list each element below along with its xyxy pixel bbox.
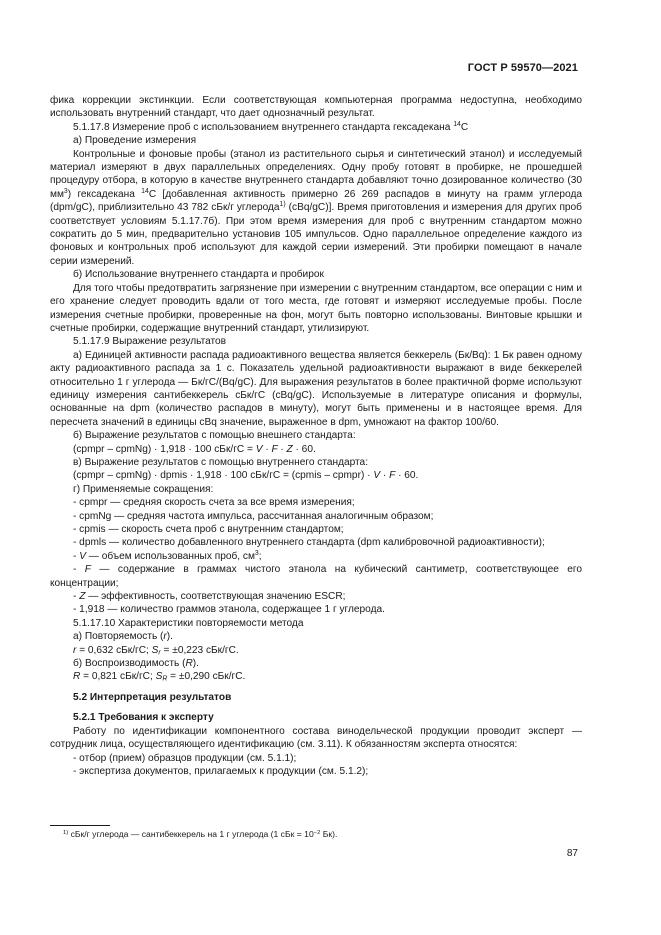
item-g-abbreviations: г) Применяемые сокращения: <box>73 483 214 495</box>
abbr-1918: - 1,918 — количество граммов этанола, содержащее 1 г углерода. <box>73 604 385 616</box>
paragraph-units: а) Единицей активности распада радиоактивного вещества является беккерель (Бк/Bq): 1 Бк равен одному акту радиоактивного распада за 1 с. Показатель удельной радиоактивности выражают в виде беккерелей относительно 1 г углерода — Бк/гС/(Bq/gC). Для выражения результатов в более практичной форме используют единицу измерения сантибеккерель сБк/гС (cBq/gC). Используемые в литературе описания и формулы, основанные на dpm (количество распадов в минуту), могут быть применены и в настоящее время. Для пересчета значений в единицы cBq значение, выраженное в dpm, умножают на фактор 100/60. <box>50 349 582 428</box>
abbr-cpmpr: - cpmpr — средняя скорость счета за все время измерения; <box>73 497 355 509</box>
section-5-2-1-heading: 5.2.1 Требования к эксперту <box>73 712 214 724</box>
formula-external: (cpmpr – cpmNg) · 1,918 · 100 сБк/гС = V · F · Z · 60. <box>73 443 316 455</box>
paragraph-expert: Работу по идентификации компонентного состава винодельческой продукции проводит эксперт — сотрудник лица, осуществляющего идентификацию (см. 3.11). К обязанностям эксперта относятся: <box>50 725 582 751</box>
abbr-dpmls: - dpmls — количество добавленного внутреннего стандарта (dpm калибровочной радиоактивности); <box>73 537 545 549</box>
section-5-1-17-8-heading: 5.1.17.8 Измерение проб с использованием внутреннего стандарта гексадекана $^{14}$С <box>73 121 469 133</box>
item-b-use: б) Использование внутреннего стандарта и пробирок <box>73 269 324 281</box>
page-number: 87 <box>566 848 578 859</box>
abbr-v: - V — объем использованных проб, $см^3$; <box>73 550 262 562</box>
footnote: $^{1)}$ сБк/г углерода — сантибеккерель на 1 г углерода (1 сБк = $10^{-2}$ Бк). <box>63 829 338 839</box>
paragraph-contamination: Для того чтобы предотвратить загрязнение при измерении с внутренним стандартом, все операции с ним и его хранение следует проводить вдали от того места, где готовят и измеряют исследуемые пробы. После измерения счетные пробирки, проверенные на фон, могут быть повторно использованы. Винтовые крышки и счетные пробирки, содержащие внутренний стандарт, утилизируют. <box>50 282 582 334</box>
section-5-1-17-9-heading: 5.1.17.9 Выражение результатов <box>73 336 227 348</box>
standard-code: ГОСТ Р 59570—2021 <box>467 62 578 74</box>
footnote-reference: 1) <box>279 201 286 209</box>
abbr-cpmis: - cpmis — скорость счета проб с внутренним стандартом; <box>73 524 344 535</box>
paragraph-measurement: Контрольные и фоновые пробы (этанол из растительного сырья и синтетический этанол) и исследуемый материал измеряют в двух параллельных определениях. Одну пробу готовят в пробирке, не прошедшей процедуру отбора, в которую в качестве внутреннего стандарта добавляют точно дозированное количество (30 $мм^3$) гексадекана $^{14}$С [добавленная активность примерно 26 269 распадов в минуту на грамм углерода (dpm/gC), приблизительно 43 782 сБк/г углерода$^{1)}$ (cBq/gC)]. Время приготовления и измерения для других проб соответствует условиям 5.1.17.7б). При этом время измерения для проб с внутренним стандартом можно сократить до 5 мин, предварительно установив 105 импульсов. Одно параллельное определение каждого из фоновых и контрольных проб используют для каждой серии измерений. Эти пробирки помещают в начале серии измерений. <box>50 148 582 267</box>
body-text <box>50 94 582 778</box>
formula-internal: (cpmpr – cpmNg) · dpmis · 1,918 · 100 сБк/гС = (cpmis – cpmpr) · V · F · 60. <box>73 470 419 482</box>
item-a-measurement: а) Проведение измерения <box>73 135 197 147</box>
item-b-external: б) Выражение результатов с помощью внешнего стандарта: <box>73 430 356 442</box>
item-v-internal: в) Выражение результатов с помощью внутреннего стандарта: <box>73 456 369 468</box>
section-5-2-heading: 5.2 Интерпретация результатов <box>73 691 232 703</box>
abbr-cpmng: - cpmNg — средняя частота импульса, рассчитанная аналогичным образом; <box>73 510 434 522</box>
list-item-sampling: - отбор (прием) образцов продукции (см. 5.1.1); <box>73 752 297 764</box>
list-item-documents: - экспертиза документов, прилагаемых к продукции (см. 5.1.2); <box>73 765 369 777</box>
repeatability-title: а) Повторяемость (r). <box>73 631 173 643</box>
paragraph-continuation: фика коррекции экстинкции. Если соответствующая компьютерная программа недоступна, необходимо использовать внутренний стандарт, что дает однозначный результат. <box>50 95 582 120</box>
abbr-f: - F — содержание в граммах чистого этанола на кубический сантиметр, соответствующее его концентрации; <box>50 564 583 589</box>
repeatability-value: r = 0,632 сБк/гС; $S_r = \pm 0,223$ сБк/гС. <box>73 644 239 657</box>
reproducibility-value: R = 0,821 сБк/гС; $S_R = \pm 0,290$ сБк/гС. <box>73 671 246 683</box>
abbr-z: - Z — эффективность, соответствующая значению ESCR; <box>73 591 346 603</box>
section-5-1-17-10-heading: 5.1.17.10 Характеристики повторяемости метода <box>73 617 304 629</box>
footnote-divider <box>50 825 110 826</box>
reproducibility-title: б) Воспроизводимость (R). <box>73 658 199 670</box>
